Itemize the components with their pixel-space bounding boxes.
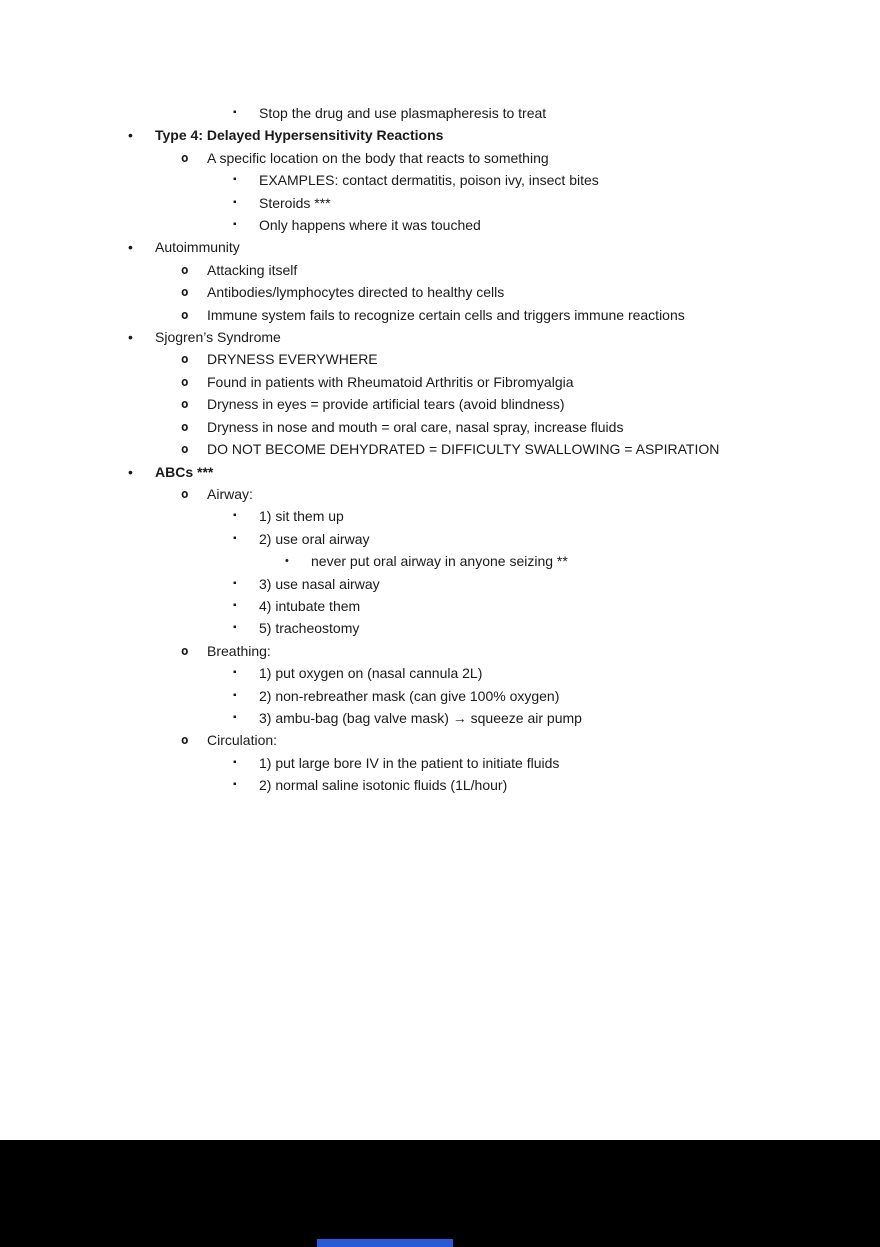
square-bullet-icon: ▪ — [233, 599, 237, 611]
square-bullet-icon: ▪ — [233, 510, 237, 522]
list-item-text: Dryness in eyes = provide artificial tears (avoid blindness) — [207, 396, 565, 413]
list-item — [0, 550, 880, 572]
square-bullet-icon: ▪ — [233, 577, 237, 589]
list-item — [0, 304, 880, 326]
list-item — [0, 752, 880, 774]
bulleted-list — [0, 102, 880, 797]
list-item — [0, 124, 880, 146]
list-item — [0, 640, 880, 662]
list-item — [0, 259, 880, 281]
square-bullet-icon: ▪ — [233, 196, 237, 208]
circle-o-bullet-icon: o — [181, 149, 189, 165]
circle-o-bullet-icon: o — [181, 261, 189, 277]
round-bullet-icon: • — [285, 555, 289, 568]
list-item — [0, 348, 880, 370]
list-item-text: 3) use nasal airway — [259, 575, 380, 592]
list-item — [0, 169, 880, 191]
list-item-text: Immune system fails to recognize certain cells and triggers immune reactions — [207, 306, 685, 323]
list-item — [0, 192, 880, 214]
list-item-text: Sjogren’s Syndrome — [155, 329, 281, 346]
circle-o-bullet-icon: o — [181, 485, 189, 501]
circle-o-bullet-icon: o — [181, 642, 189, 658]
list-item-text: Type 4: Delayed Hypersensitivity Reactions — [155, 127, 444, 144]
circle-o-bullet-icon: o — [181, 418, 189, 434]
list-item — [0, 461, 880, 483]
square-bullet-icon: ▪ — [233, 667, 237, 679]
square-bullet-icon: ▪ — [233, 779, 237, 791]
list-item — [0, 595, 880, 617]
list-item-text: Steroids *** — [259, 194, 331, 211]
list-item — [0, 393, 880, 415]
list-item — [0, 774, 880, 796]
list-item — [0, 729, 880, 751]
list-item-text: Attacking itself — [207, 261, 298, 278]
list-item-text: Airway: — [207, 485, 253, 502]
round-bullet-icon: • — [128, 239, 133, 256]
list-item — [0, 416, 880, 438]
list-item — [0, 102, 880, 124]
square-bullet-icon: ▪ — [233, 219, 237, 231]
list-item — [0, 617, 880, 639]
list-item-text: Only happens where it was touched — [259, 217, 481, 234]
square-bullet-icon: ▪ — [233, 756, 237, 768]
round-bullet-icon: • — [128, 463, 133, 480]
list-item — [0, 707, 880, 729]
circle-o-bullet-icon: o — [181, 441, 189, 457]
viewer-background — [0, 1140, 880, 1247]
list-item — [0, 371, 880, 393]
list-item — [0, 573, 880, 595]
circle-o-bullet-icon: o — [181, 732, 189, 748]
list-item-text: 2) non-rebreather mask (can give 100% oxygen) — [259, 687, 560, 704]
list-item-text: Stop the drug and use plasmapheresis to treat — [259, 105, 547, 121]
list-item-text: never put oral airway in anyone seizing ** — [311, 553, 568, 570]
list-item — [0, 214, 880, 236]
list-item-text: 4) intubate them — [259, 597, 361, 614]
list-item — [0, 483, 880, 505]
circle-o-bullet-icon: o — [181, 373, 189, 389]
list-item-text: Circulation: — [207, 732, 278, 749]
list-item-text: A specific location on the body that reacts to something — [207, 149, 549, 166]
list-item-text: Antibodies/lymphocytes directed to healthy cells — [207, 284, 505, 301]
square-bullet-icon: ▪ — [233, 711, 237, 723]
list-item-text: 1) put oxygen on (nasal cannula 2L) — [259, 665, 483, 682]
square-bullet-icon: ▪ — [233, 622, 237, 634]
circle-o-bullet-icon: o — [181, 396, 189, 412]
list-item-text: Found in patients with Rheumatoid Arthritis or Fibromyalgia — [207, 373, 574, 390]
square-bullet-icon: ▪ — [233, 107, 237, 118]
list-item-text: DO NOT BECOME DEHYDRATED = DIFFICULTY SWALLOWING = ASPIRATION — [207, 441, 720, 458]
round-bullet-icon: • — [128, 329, 133, 346]
list-item-text: EXAMPLES: contact dermatitis, poison ivy, insect bites — [259, 172, 599, 189]
list-item-text: 5) tracheostomy — [259, 620, 360, 637]
circle-o-bullet-icon: o — [181, 306, 189, 322]
list-item-text: 2) use oral airway — [259, 530, 370, 547]
list-item-text: Breathing: — [207, 642, 271, 659]
square-bullet-icon: ▪ — [233, 174, 237, 186]
square-bullet-icon: ▪ — [233, 532, 237, 544]
square-bullet-icon: ▪ — [233, 689, 237, 701]
list-item-text: ABCs *** — [155, 463, 214, 480]
bottom-blue-strip — [317, 1239, 453, 1247]
list-item — [0, 281, 880, 303]
round-bullet-icon: • — [128, 127, 133, 144]
list-item — [0, 662, 880, 684]
circle-o-bullet-icon: o — [181, 284, 189, 300]
list-item — [0, 505, 880, 527]
list-item-text: 2) normal saline isotonic fluids (1L/hour) — [259, 777, 508, 794]
list-item-text: Autoimmunity — [155, 239, 240, 256]
list-item — [0, 438, 880, 460]
list-item-text: 1) put large bore IV in the patient to initiate fluids — [259, 754, 560, 771]
list-item-text: 1) sit them up — [259, 508, 344, 525]
list-item — [0, 528, 880, 550]
list-item — [0, 147, 880, 169]
list-item — [0, 326, 880, 348]
circle-o-bullet-icon: o — [181, 351, 189, 367]
list-item-text: Dryness in nose and mouth = oral care, nasal spray, increase fluids — [207, 418, 624, 435]
list-item — [0, 685, 880, 707]
list-item-text: 3) ambu-bag (bag valve mask) → squeeze air pump — [259, 709, 582, 726]
list-item — [0, 236, 880, 258]
list-item-text: DRYNESS EVERYWHERE — [207, 351, 378, 368]
